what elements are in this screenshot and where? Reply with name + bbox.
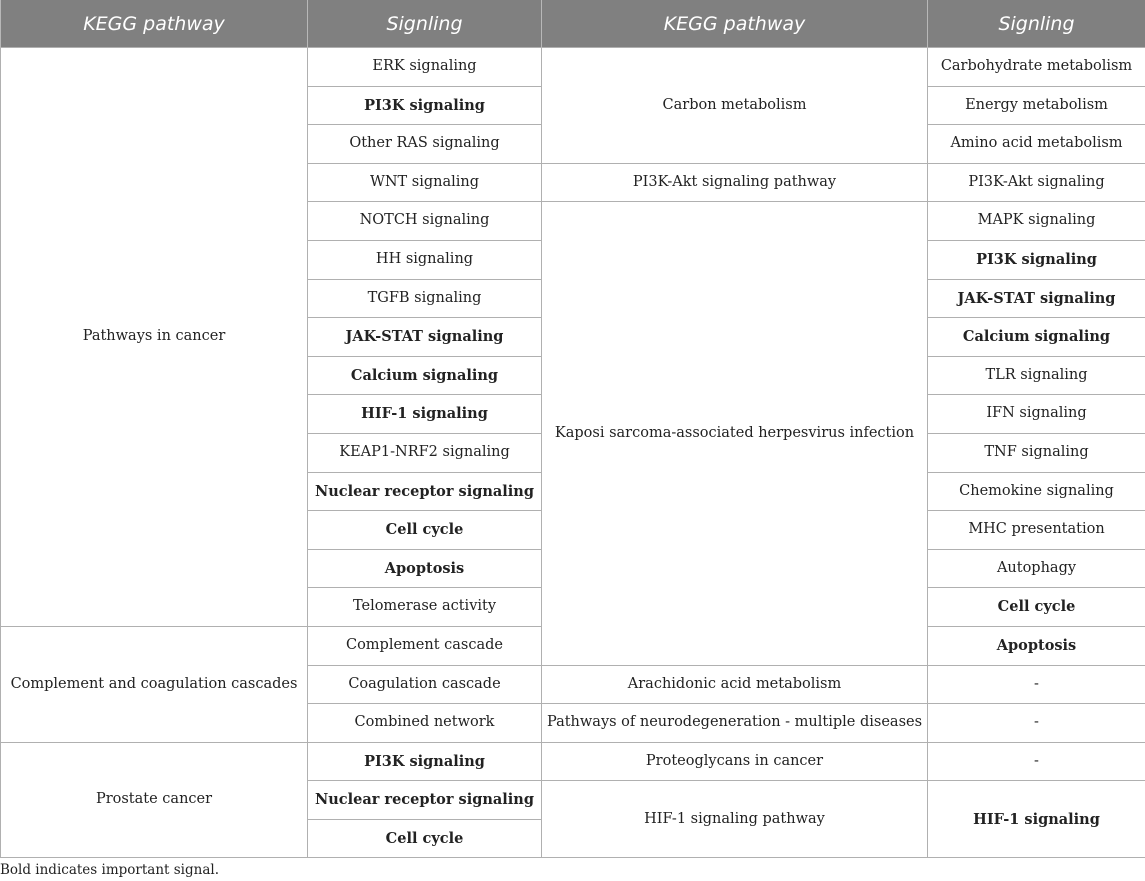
signal-cell: MAPK signaling [928,202,1145,241]
signal-cell: Telomerase activity [308,588,542,627]
pathway-cell: Proteoglycans in cancer [542,742,928,781]
table-row [1,742,1145,781]
signal-cell: Coagulation cascade [308,665,542,704]
signal-cell: HH signaling [308,240,542,279]
signal-cell: Cell cycle [308,819,542,858]
table-row [1,48,1145,87]
table-footnote: Bold indicates important signal. [0,862,219,878]
signal-cell: Apoptosis [308,549,542,588]
pathway-cell: Kaposi sarcoma-associated herpesvirus infection [542,202,928,665]
header-kegg-pathway-1: KEGG pathway [1,0,308,48]
pathway-cell: Pathways in cancer [1,48,308,627]
signal-cell: Apoptosis [928,626,1145,665]
signal-cell: MHC presentation [928,511,1145,550]
signal-cell: TNF signaling [928,433,1145,472]
header-row [1,0,1145,48]
signal-cell: KEAP1-NRF2 signaling [308,433,542,472]
signal-cell: Autophagy [928,549,1145,588]
signal-cell: Amino acid metabolism [928,125,1145,164]
signal-cell: NOTCH signaling [308,202,542,241]
signal-cell: HIF-1 signaling [928,781,1145,858]
signal-cell: IFN signaling [928,395,1145,434]
signal-cell: Energy metabolism [928,86,1145,125]
signal-cell: ERK signaling [308,48,542,87]
signal-cell: Nuclear receptor signaling [308,781,542,820]
signal-cell: TGFB signaling [308,279,542,318]
signal-cell: PI3K signaling [928,240,1145,279]
signal-cell: Cell cycle [928,588,1145,627]
pathway-cell: Complement and coagulation cascades [1,626,308,742]
header-signaling-2: Signling [928,0,1145,48]
header-kegg-pathway-2: KEGG pathway [542,0,928,48]
signal-cell: PI3K signaling [308,86,542,125]
signal-cell: Carbohydrate metabolism [928,48,1145,87]
signal-cell: JAK-STAT signaling [928,279,1145,318]
signal-cell: - [928,704,1145,743]
pathway-cell: PI3K-Akt signaling pathway [542,163,928,202]
signal-cell: WNT signaling [308,163,542,202]
signal-cell: JAK-STAT signaling [308,318,542,357]
signal-cell: Calcium signaling [308,356,542,395]
signal-cell: Nuclear receptor signaling [308,472,542,511]
signal-cell: Complement cascade [308,626,542,665]
pathway-cell: Pathways of neurodegeneration - multiple diseases [542,704,928,743]
signal-cell: PI3K signaling [308,742,542,781]
signal-cell: Calcium signaling [928,318,1145,357]
signal-cell: Chemokine signaling [928,472,1145,511]
signal-cell: HIF-1 signaling [308,395,542,434]
signal-cell: Other RAS signaling [308,125,542,164]
pathway-cell: Arachidonic acid metabolism [542,665,928,704]
signal-cell: Combined network [308,704,542,743]
signal-cell: Cell cycle [308,511,542,550]
signal-cell: PI3K-Akt signaling [928,163,1145,202]
signal-cell: - [928,742,1145,781]
signal-cell: TLR signaling [928,356,1145,395]
header-signaling-1: Signling [308,0,542,48]
pathway-cell: HIF-1 signaling pathway [542,781,928,858]
pathway-cell: Carbon metabolism [542,48,928,164]
signal-cell: - [928,665,1145,704]
pathway-cell: Prostate cancer [1,742,308,858]
